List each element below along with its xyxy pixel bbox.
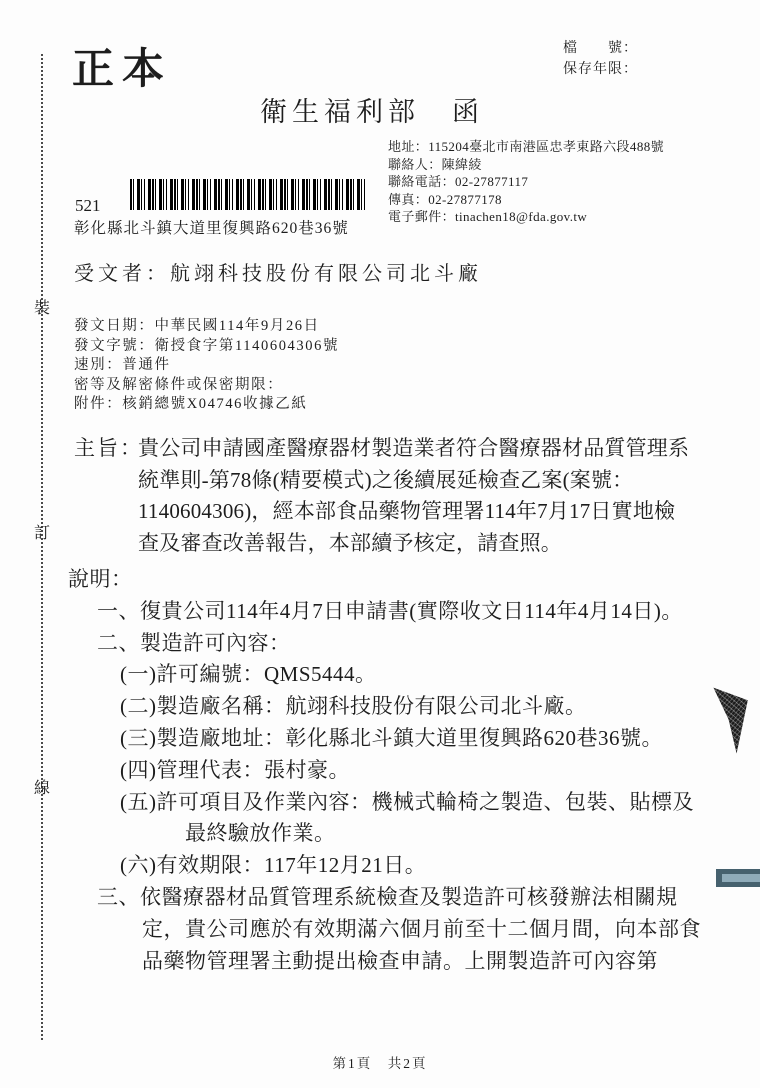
issue-date: 發文日期：中華民國114年9月26日: [74, 318, 320, 334]
agency-fax: 傳真：02-27877178: [388, 191, 502, 207]
explanation-item-3-continued: 定，貴公司應於有效期滿六個月前至十二個月間，向本部食: [142, 916, 701, 941]
recipient-line: 受文者：航翊科技股份有限公司北斗廠: [74, 263, 482, 285]
edge-index-tab: [716, 869, 760, 887]
explanation-sub-5: (五)許可項目及作業內容：機械式輪椅之製造、包裝、貼標及: [120, 789, 694, 814]
explanation-heading: 說明：: [68, 567, 133, 591]
binding-mark-ding: 訂: [33, 525, 50, 542]
explanation-sub-3: (三)製造廠地址：彰化縣北斗鎮大道里復興路620巷36號。: [120, 725, 663, 750]
mailing-address: 彰化縣北斗鎮大道里復興路620巷36號: [74, 220, 349, 237]
page-number-footer: 第1頁 共2頁: [332, 1056, 428, 1071]
explanation-sub-2: (二)製造廠名稱：航翊科技股份有限公司北斗廠。: [120, 694, 587, 719]
explanation-section: [68, 564, 701, 977]
document-number: 發文字號：衛授食字第1140604306號: [74, 337, 340, 354]
partial-ink-stamp: [711, 681, 751, 755]
document-title: 衛生福利部 函: [260, 97, 484, 127]
subject-section: [74, 433, 689, 559]
explanation-sub-4: (四)管理代表：張村豪。: [120, 757, 350, 782]
agency-contact-person: 聯絡人：陳緯綾: [388, 156, 482, 172]
agency-address: 地址：115204臺北市南港區忠孝東路六段488號: [388, 139, 665, 154]
subject-line: 統準則-第78條(精要模式)之後續展延檢查乙案(案號：: [138, 467, 634, 492]
document-meta-block: [74, 317, 339, 415]
copy-type-label: 正本: [72, 47, 173, 93]
explanation-item-3-continued: 品藥物管理署主動提出檢查申請。上開製造許可內容第: [142, 948, 658, 973]
file-number-label: 檔 號：: [563, 41, 638, 56]
attachment-note: 附件：核銷總號X04746收據乙紙: [74, 396, 308, 412]
retention-period-label: 保存年限：: [563, 62, 638, 77]
barcode: [130, 179, 366, 210]
subject-line: 1140604306)，經本部食品藥物管理署114年7月17日實地檢: [138, 499, 676, 523]
file-number-block: [563, 38, 638, 80]
subject-line: 貴公司申請國產醫療器材製造業者符合醫療器材品質管理系: [138, 436, 690, 460]
explanation-item-1: 一、復貴公司114年4月7日申請書(實際收文日114年4月14日)。: [97, 598, 683, 623]
explanation-sub-6: (六)有效期限：117年12月21日。: [120, 853, 427, 878]
postal-code: 521: [75, 196, 101, 215]
subject-line: 查及審查改善報告，本部續予核定，請查照。: [138, 530, 562, 555]
agency-email: 電子郵件：tinachen18@fda.gov.tw: [388, 209, 588, 224]
binding-mark-zhuang: 裝: [33, 300, 50, 317]
security-classification: 密等及解密條件或保密期限：: [74, 376, 284, 393]
agency-phone: 聯絡電話：02-27877117: [388, 174, 529, 189]
explanation-item-3: 三、依醫療器材品質管理系統檢查及製造許可核發辦法相關規: [97, 884, 678, 909]
explanation-sub-5-continued: 最終驗放作業。: [185, 821, 336, 846]
agency-contact-block: [388, 138, 664, 226]
binding-mark-xian: 線: [33, 780, 50, 797]
subject-label: 主旨：: [74, 436, 143, 460]
binding-dotted-line: [41, 54, 43, 1040]
explanation-item-2: 二、製造許可內容：: [97, 630, 291, 655]
priority-level: 速別：普通件: [74, 357, 171, 373]
edge-index-tab-stripe: [722, 874, 760, 882]
explanation-sub-1: (一)許可編號：QMS5444。: [120, 662, 377, 687]
